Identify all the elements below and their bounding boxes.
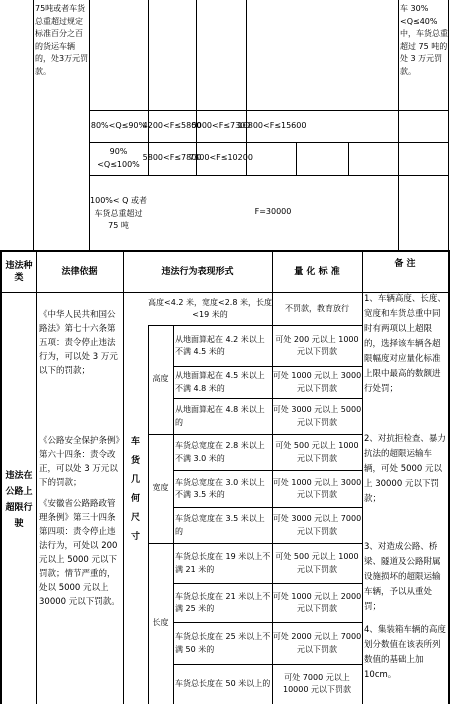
remark-3: 3、对造成公路、桥梁、隧道及公路附属设施损坏的超限运输车辆，予以从重处罚； [364, 542, 441, 612]
group-width: 宽度 [152, 483, 169, 493]
behavior-cell: 从地面算起在 4.5 米以上不满 4.8 米的 [175, 371, 265, 393]
range-90-100: 90%<Q≤100% [97, 147, 140, 169]
f-value: 4200<F≤5800 [142, 120, 202, 130]
standard-cell: 可处 2000 元以上 7000 元以下罚款 [272, 632, 362, 654]
behavior-cell: 从地面算起在 4.2 米以上不满 4.5 米的 [175, 334, 265, 356]
category-label: 车货几何尺寸 [130, 437, 140, 542]
behavior-cell: 从地面算起在 4.8 米以上的 [175, 405, 265, 427]
f-value: 5800<F≤7800 [142, 153, 202, 163]
behavior-first: 高度<4.2 米，宽度<2.8 米，长度<19 米的 [148, 297, 272, 319]
range-over-100: 100%< Q 或者车货总重超过 75 吨 [90, 196, 147, 231]
behavior-cell: 车货总长度在 25 米以上不满 50 米的 [175, 632, 271, 654]
f-value: 7300<F≤10200 [189, 153, 253, 163]
legal-basis-2: 《公路安全保护条例》第六十四条：责令改正，可以处 3 万元以下的罚款； [39, 436, 120, 488]
standard-cell: 可处 500 元以上 1000 元以下罚款 [275, 552, 359, 574]
top-left-text: 75吨或者车货总重超过规定标准百分之百的货运车辆的，处3万元罚款。 [35, 4, 89, 76]
f-value: 5000<F≤7300 [191, 120, 251, 130]
remark-1: 1、车辆高度、长度、宽度和车货总重中同时有两项以上超限的，选择该车辆各超限幅度对应量化标准上限中最高的数额进行处罚； [364, 294, 446, 394]
behavior-cell: 车货总宽度在 3.0 米以上不满 3.5 米的 [175, 477, 265, 499]
standard-cell: 可处 3000 元以上 5000 元以下罚款 [272, 405, 362, 427]
header-type: 违法种类 [5, 260, 33, 283]
behavior-cell: 车货总宽度在 3.5 米以上的 [175, 514, 265, 536]
remark-2: 2、对抗拒检查、暴力抗法的超限运输车辆，可处 5000 元以上 30000 元以下罚款； [364, 434, 446, 504]
remark-4: 4、集装箱车辆的高度划分数值在该表所列数值的基础上加 10cm。 [364, 625, 446, 680]
standard-cell: 可处 500 元以上 1000 元以下罚款 [275, 441, 359, 463]
violation-type: 违法在公路上超限行驶 [5, 471, 33, 529]
standard-cell: 可处 200 元以上 1000 元以下罚款 [275, 334, 359, 356]
header-remark: 备 注 [394, 258, 416, 269]
standard-cell: 可处 7000 元以上 10000 元以下罚款 [283, 672, 351, 694]
group-length: 长度 [152, 618, 169, 628]
standard-first: 不罚款，教育放行 [285, 303, 349, 313]
header-behavior: 违法行为表现形式 [161, 266, 234, 277]
standard-cell: 可处 1000 元以上 3000 元以下罚款 [272, 477, 362, 499]
range-80-90: 80%<Q≤90% [90, 120, 147, 130]
behavior-cell: 车货总长度在 21 米以上不满 25 米的 [175, 591, 271, 613]
behavior-cell: 车货总长度在 50 米以上的 [175, 678, 271, 688]
top-right-text: 车 30%<Q≤40%中，车货总重超过 75 吨的处 3 万元罚款。 [400, 4, 448, 76]
standard-cell: 可处 1000 元以上 2000 元以下罚款 [272, 591, 362, 613]
behavior-cell: 车货总宽度在 2.8 米以上不满 3.0 米的 [175, 441, 265, 463]
standard-cell: 可处 1000 元以上 3000 元以下罚款 [272, 371, 362, 393]
group-height: 高度 [152, 374, 169, 384]
header-basis: 法律依据 [61, 266, 98, 277]
legal-basis-3: 《安徽省公路路政管理条例》第三十四条第四项：责令停止违法行为，可处以 200 元以上 5000 元以下罚款；情节严重的，处以 5000 元以上 30000 元以下罚款。 [39, 499, 120, 607]
header-standard: 量 化 标 准 [294, 266, 340, 277]
legal-basis-1: 《中华人民共和国公路法》第七十六条第五项：责令停止违法行为，可以处 3 万元以下的罚款； [39, 310, 118, 376]
standard-cell: 可处 3000 元以上 7000 元以下罚款 [272, 514, 362, 536]
behavior-cell: 车货总长度在 19 米以上不满 21 米的 [175, 552, 271, 574]
f-30000: F=30000 [254, 207, 292, 217]
f-value: 10800<F≤15600 [237, 120, 307, 130]
